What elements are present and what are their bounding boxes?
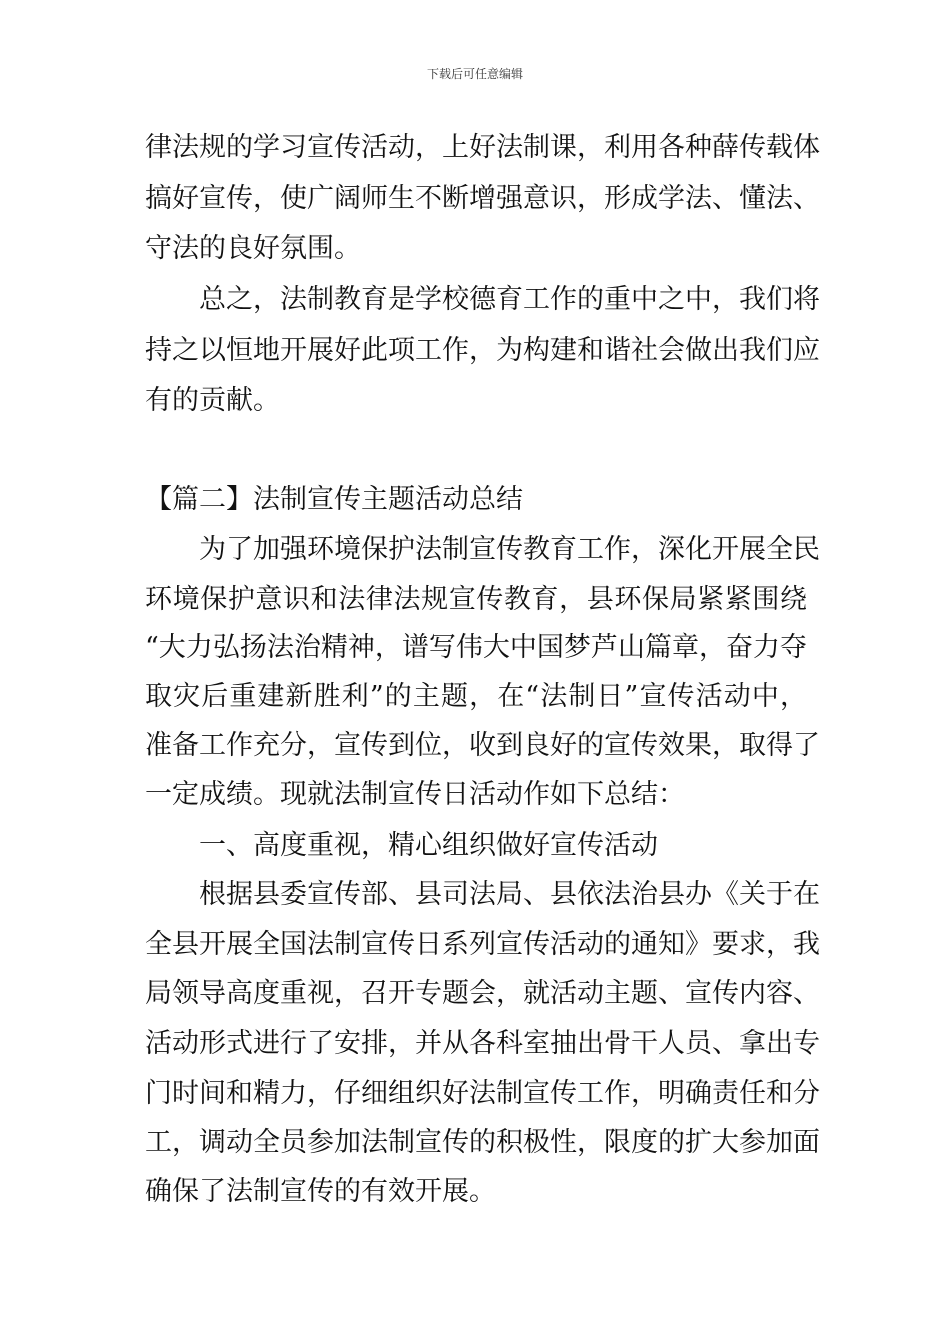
paragraph-line: 全县开展全国法制宣传日系列宣传活动的通知》要求，我	[145, 929, 820, 960]
paragraph-line: 确保了法制宣传的有效开展。	[145, 1176, 496, 1207]
paragraph-line: 持之以恒地开展好此项工作，为构建和谐社会做出我们应	[145, 335, 820, 366]
page-header: 下载后可任意编辑	[426, 67, 523, 81]
paragraph-line: 取灾后重建新胜利”的主题，在“法制日”宣传活动中，	[145, 681, 807, 712]
paragraph-line: 局领导高度重视，召开专题会，就活动主题、宣传内容、	[145, 978, 820, 1009]
paragraph-line: 一定成绩。现就法制宣传日活动作如下总结：	[145, 779, 685, 810]
paragraph-line: 活动形式进行了安排，并从各科室抽出骨干人员、拿出专	[145, 1028, 820, 1059]
subsection-heading: 一、高度重视，精心组织做好宣传活动	[199, 830, 658, 861]
paragraph-line: 有的贡献。	[145, 385, 280, 416]
paragraph-line: 守法的良好氛围。	[145, 233, 361, 264]
paragraph-line: 准备工作充分，宣传到位，收到良好的宣传效果，取得了	[145, 730, 820, 761]
paragraph-line: 总之，法制教育是学校德育工作的重中之中，我们将	[199, 284, 820, 315]
paragraph-line: 搞好宣传，使广阔师生不断增强意识，形成学法、懂法、	[145, 183, 820, 214]
paragraph-line: 工，调动全员参加法制宣传的积极性，限度的扩大参加面	[145, 1127, 820, 1158]
paragraph-line: 根据县委宣传部、县司法局、县依法治县办《关于在	[199, 879, 820, 910]
paragraph-line: 门时间和精力，仔细组织好法制宣传工作，明确责任和分	[145, 1078, 820, 1109]
section-heading: 【篇二】法制宣传主题活动总结	[145, 484, 523, 515]
paragraph-line: 环境保护意识和法律法规宣传教育，县环保局紧紧围绕	[145, 584, 807, 615]
paragraph-line: 为了加强环境保护法制宣传教育工作，深化开展全民	[199, 534, 820, 565]
paragraph-line: “大力弘扬法治精神，谱写伟大中国梦芦山篇章，奋力夺	[145, 632, 807, 663]
paragraph-line: 律法规的学习宣传活动，上好法制课，利用各种薛传载体	[145, 132, 820, 163]
